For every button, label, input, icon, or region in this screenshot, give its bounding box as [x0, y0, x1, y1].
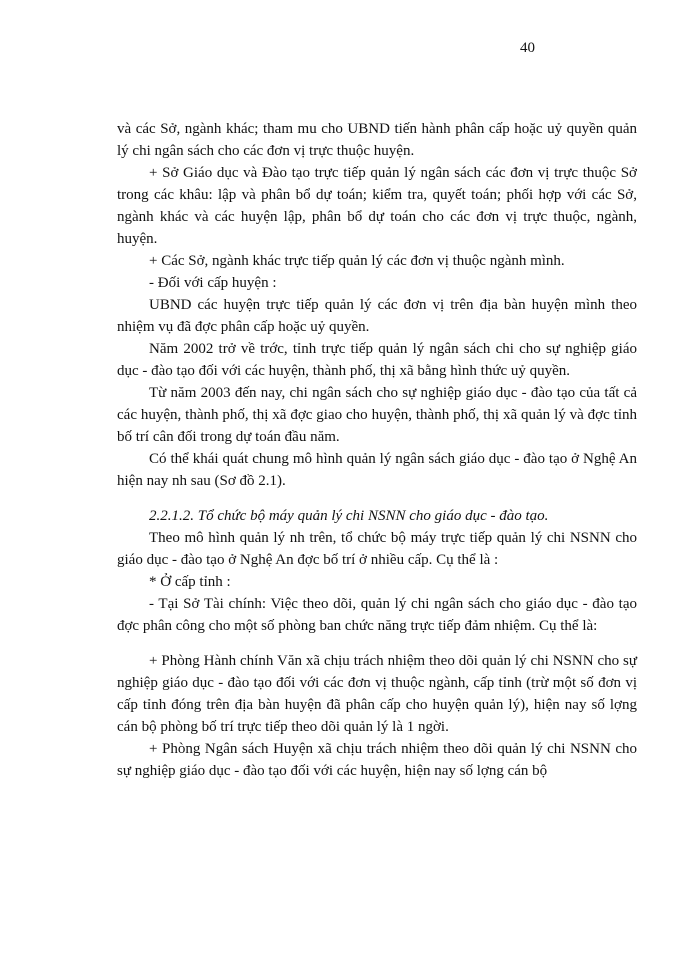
document-body: [117, 118, 637, 782]
paragraph: - Đối với cấp huyện :: [149, 275, 277, 291]
paragraph: và các Sở, ngành khác; tham mu cho UBND tiến hành phân cấp hoặc uỷ quyền quản lý chi ngân sách cho các đơn vị trực thuộc huyện.: [117, 121, 637, 159]
paragraph: Từ năm 2003 đến nay, chi ngân sách cho sự nghiệp giáo dục - đào tạo của tất cả các huyện, thành phố, thị xã đợc giao cho huyện, thành phố, thị xã quản lý và đợc tỉnh bố trí cân đối trong dự toán đầu năm.: [117, 385, 637, 445]
paragraph: + Phòng Hành chính Văn xã chịu trách nhiệm theo dõi quản lý chi NSNN cho sự nghiệp giáo dục - đào tạo đối với các đơn vị thuộc ngành, cấp tỉnh (trừ một số đơn vị cấp tỉnh đóng trên địa bàn huyện đã phân cấp cho huyện quản lý), hiện nay số lợng cán bộ phòng bố trí trực tiếp theo dõi quản lý là 1 ngời.: [117, 653, 637, 735]
paragraph: + Các Sở, ngành khác trực tiếp quản lý các đơn vị thuộc ngành mình.: [149, 253, 565, 269]
paragraph: + Phòng Ngân sách Huyện xã chịu trách nhiệm theo dõi quản lý chi NSNN cho sự nghiệp giáo dục - đào tạo đối với các huyện, hiện nay số lợng cán bộ: [117, 741, 637, 779]
paragraph: Năm 2002 trở về trớc, tỉnh trực tiếp quản lý ngân sách chi cho sự nghiệp giáo dục - đào tạo đối với các huyện, thành phố, thị xã bằng hình thức uỷ quyền.: [117, 341, 637, 379]
paragraph: - Tại Sở Tài chính: Việc theo dõi, quản lý chi ngân sách cho giáo dục - đào tạo đợc phân công cho một số phòng ban chức năng trực tiếp đảm nhiệm. Cụ thể là:: [117, 596, 637, 634]
paragraph: UBND các huyện trực tiếp quản lý các đơn vị trên địa bàn huyện mình theo nhiệm vụ đã đợc phân cấp hoặc uỷ quyền.: [117, 297, 637, 335]
page-number: 40: [520, 40, 535, 56]
paragraph: + Sở Giáo dục và Đào tạo trực tiếp quản lý ngân sách các đơn vị trực thuộc Sở trong các khâu: lập và phân bổ dự toán; kiểm tra, quyết toán; phối hợp với các Sở, ngành khác và các huyện lập, phân bổ dự toán cho các đơn vị trực thuộc, ngành, huyện.: [117, 165, 637, 247]
spacer: [117, 492, 637, 505]
paragraph: * Ở cấp tỉnh :: [149, 574, 231, 590]
paragraph: Có thể khái quát chung mô hình quản lý ngân sách giáo dục - đào tạo ở Nghệ An hiện nay nh sau (Sơ đồ 2.1).: [117, 451, 637, 489]
spacer: [117, 637, 637, 650]
section-heading: 2.2.1.2. Tổ chức bộ máy quản lý chi NSNN cho giáo dục - đào tạo.: [149, 508, 549, 524]
paragraph: Theo mô hình quản lý nh trên, tổ chức bộ máy trực tiếp quản lý chi NSNN cho giáo dục - đào tạo ở Nghệ An đợc bố trí ở nhiều cấp. Cụ thể là :: [117, 530, 637, 568]
